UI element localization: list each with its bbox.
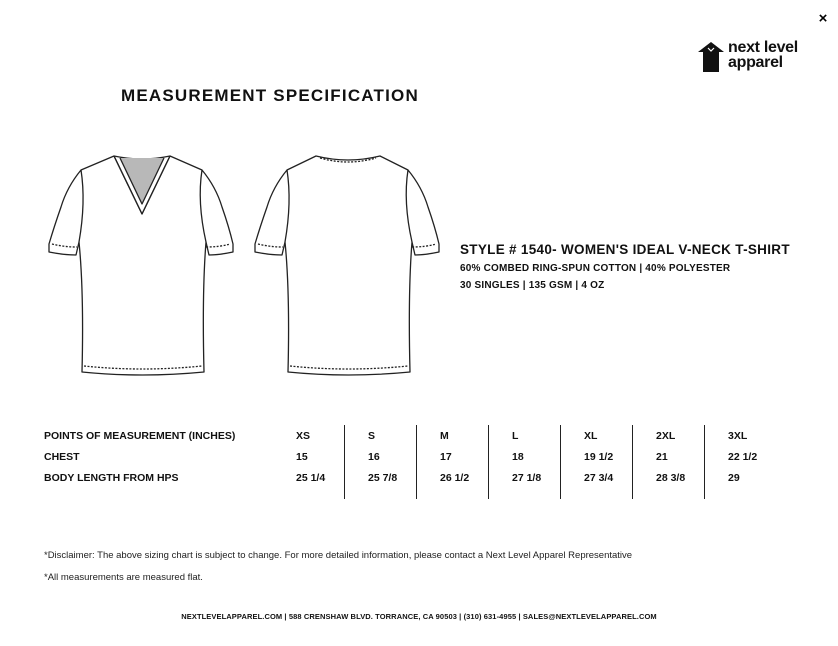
brand-line-1: next level	[728, 39, 798, 56]
table-cell: 27 1/8	[512, 471, 542, 484]
measurement-table	[44, 425, 800, 488]
measurement-note: *All measurements are measured flat.	[44, 572, 203, 583]
table-cell: 28 3/8	[656, 471, 686, 484]
brand-line-2: apparel	[728, 54, 783, 71]
size-header: 3XL	[728, 429, 748, 442]
size-header: XS	[296, 429, 311, 442]
disclaimer-text: *Disclaimer: The above sizing chart is subject to change. For more detailed information, please contact a Next Level Apparel Representative	[44, 550, 633, 561]
table-cell: 22 1/2	[728, 450, 758, 463]
table-header-row	[44, 425, 800, 446]
row-label: BODY LENGTH FROM HPS	[44, 471, 179, 484]
size-header: L	[512, 429, 519, 442]
shirt-back-illustration	[250, 152, 445, 377]
table-cell: 19 1/2	[584, 450, 614, 463]
row-label: CHEST	[44, 450, 80, 463]
table-row	[44, 446, 800, 467]
table-cell: 27 3/4	[584, 471, 614, 484]
table-cell: 25 7/8	[368, 471, 398, 484]
style-name: STYLE # 1540- WOMEN'S IDEAL V-NECK T-SHIRT	[460, 242, 790, 257]
table-cell: 25 1/4	[296, 471, 326, 484]
table-row	[44, 467, 800, 488]
footer-contact: NEXTLEVELAPPAREL.COM | 588 CRENSHAW BLVD. TORRANCE, CA 90503 | (310) 631-4955 | SALES@NEXTLEVELAPPAREL.COM	[181, 612, 657, 621]
style-info	[460, 242, 790, 297]
size-header: 2XL	[656, 429, 676, 442]
shirt-logo-icon	[698, 42, 724, 72]
close-button[interactable]: ×	[818, 10, 828, 27]
size-header: XL	[584, 429, 598, 442]
table-cell: 15	[296, 450, 308, 463]
table-cell: 16	[368, 450, 380, 463]
table-cell: 29	[728, 471, 740, 484]
style-fabric: 60% COMBED RING-SPUN COTTON | 40% POLYESTER	[460, 263, 731, 274]
header-label: POINTS OF MEASUREMENT (INCHES)	[44, 429, 236, 442]
size-header: S	[368, 429, 376, 442]
size-header: M	[440, 429, 449, 442]
table-cell: 21	[656, 450, 668, 463]
style-specs: 30 SINGLES | 135 GSM | 4 OZ	[460, 280, 605, 291]
table-cell: 17	[440, 450, 452, 463]
page-title: MEASUREMENT SPECIFICATION	[121, 86, 419, 105]
shirt-front-illustration	[44, 152, 239, 377]
table-cell: 26 1/2	[440, 471, 470, 484]
brand-name	[728, 40, 798, 70]
table-cell: 18	[512, 450, 524, 463]
